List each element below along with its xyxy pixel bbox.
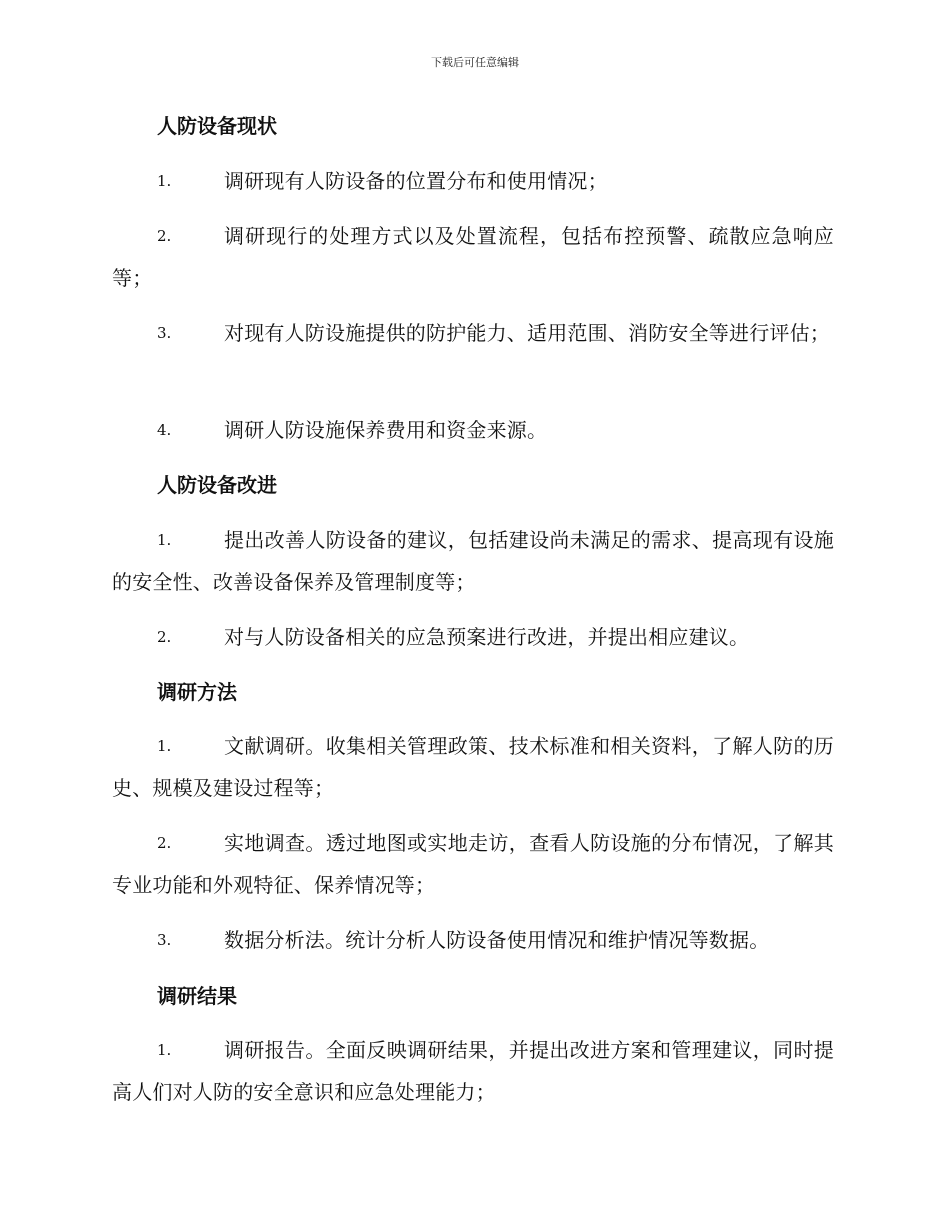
list-item xyxy=(112,409,834,451)
item-number: 3. xyxy=(157,931,172,949)
item-number: 1. xyxy=(157,737,172,755)
item-number: 2. xyxy=(157,628,172,646)
list-item xyxy=(112,616,834,658)
item-number: 2. xyxy=(157,834,172,852)
item-text: 调研报告。全面反映调研结果，并提出改进方案和管理建议，同时提高人们对人防的安全意识和应急处理能力； xyxy=(112,1038,834,1104)
section-heading: 人防设备改进 xyxy=(157,473,277,497)
item-number: 4. xyxy=(157,421,172,439)
item-text: 实地调查。透过地图或实地走访，查看人防设施的分布情况，了解其专业功能和外观特征、保养情况等； xyxy=(112,831,834,897)
header-note: 下载后可任意编辑 xyxy=(431,56,519,69)
item-text: 数据分析法。统计分析人防设备使用情况和维护情况等数据。 xyxy=(224,928,770,952)
item-number: 2. xyxy=(157,227,172,245)
item-number: 1. xyxy=(157,531,172,549)
item-number: 1. xyxy=(157,172,172,190)
item-text: 对现有人防设施提供的防护能力、适用范围、消防安全等进行评估； xyxy=(224,321,830,345)
list-item xyxy=(112,312,834,354)
section-heading: 调研结果 xyxy=(157,984,237,1008)
item-text: 文献调研。收集相关管理政策、技术标准和相关资料，了解人防的历史、规模及建设过程等； xyxy=(112,734,834,800)
section-heading: 调研方法 xyxy=(157,680,237,704)
list-item xyxy=(112,1029,834,1113)
item-text: 对与人防设备相关的应急预案进行改进，并提出相应建议。 xyxy=(224,625,750,649)
item-number: 1. xyxy=(157,1041,172,1059)
list-item xyxy=(112,215,834,299)
list-item xyxy=(112,725,834,809)
item-text: 调研现行的处理方式以及处置流程，包括布控预警、疏散应急响应等； xyxy=(112,224,834,290)
item-text: 调研人防设施保养费用和资金来源。 xyxy=(224,418,548,442)
section-heading: 人防设备现状 xyxy=(157,114,277,138)
list-item xyxy=(112,822,834,906)
list-item xyxy=(112,160,834,202)
item-text: 调研现有人防设备的位置分布和使用情况； xyxy=(224,169,608,193)
item-number: 3. xyxy=(157,324,172,342)
item-text: 提出改善人防设备的建议，包括建设尚未满足的需求、提高现有设施的安全性、改善设备保养及管理制度等； xyxy=(112,528,834,594)
list-item xyxy=(112,519,834,603)
list-item xyxy=(112,919,834,961)
